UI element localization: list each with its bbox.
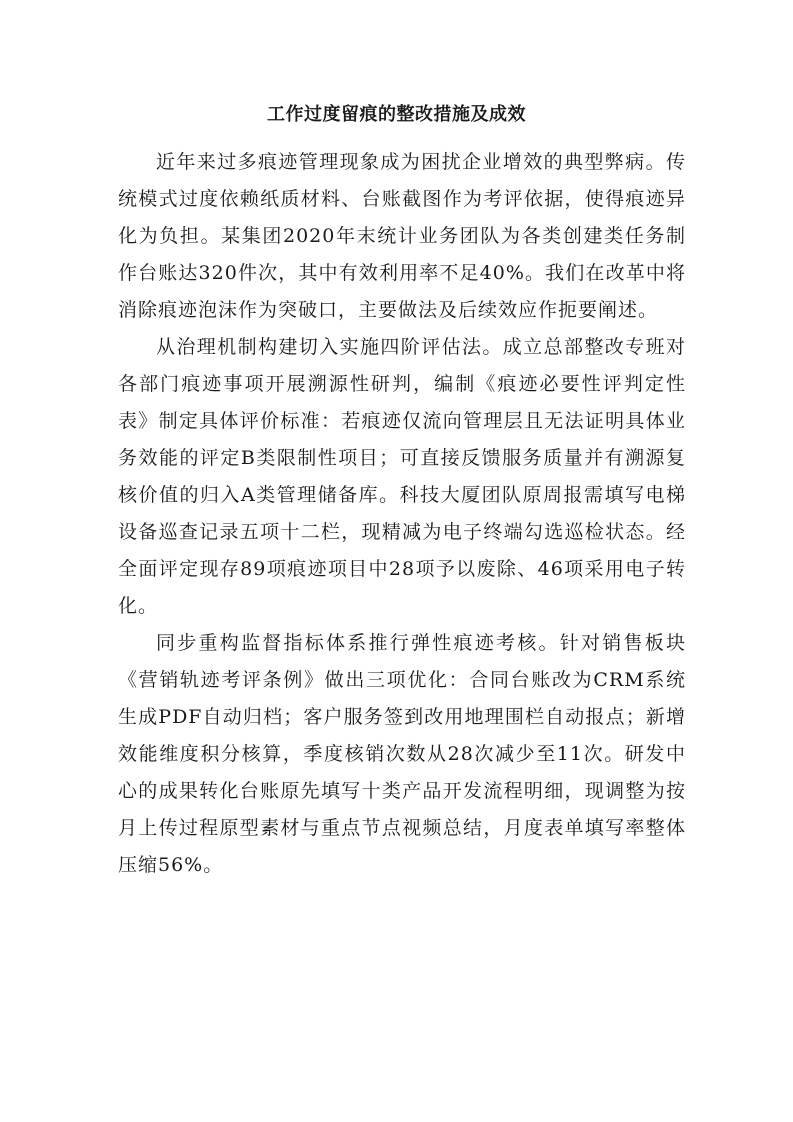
paragraph-assessment: 同步重构监督指标体系推行弹性痕迹考核。针对销售板块《营销轨迹考评条例》做出三项优化：合同台账改为CRM系统生成PDF自动归档；客户服务签到改用地理围栏自动报点；新增效能维度积分核算，季度核销次数从28次减少至11次。研发中心的成果转化台账原先填写十类产品开发流程明细，现调整为按月上传过程原型素材与重点节点视频总结，月度表单填写率整体压缩56%。 [118,632,686,876]
paragraph-intro: 近年来过多痕迹管理现象成为困扰企业增效的典型弊病。传统模式过度依赖纸质材料、台账截图作为考评依据，使得痕迹异化为负担。某集团2020年末统计业务团队为各类创建类任务制作台账达320件次，其中有效利用率不足40%。我们在改革中将消除痕迹泡沫作为突破口，主要做法及后续效应作扼要阐述。 [118,151,686,321]
document-body [118,144,686,884]
document-title: 工作过度留痕的整改措施及成效 [267,104,526,125]
paragraph-governance: 从治理机制构建切入实施四阶评估法。成立总部整改专班对各部门痕迹事项开展溯源性研判，编制《痕迹必要性评判定性表》制定具体评价标准：若痕迹仅流向管理层且无法证明具体业务效能的评定B类限制性项目；可直接反馈服务质量并有溯源复核价值的归入A类管理储备库。科技大厦团队原周报需填写电梯设备巡查记录五项十二栏，现精减为电子终端勾选巡检状态。经全面评定现存89项痕迹项目中28项予以废除、46项采用电子转化。 [118,336,686,617]
